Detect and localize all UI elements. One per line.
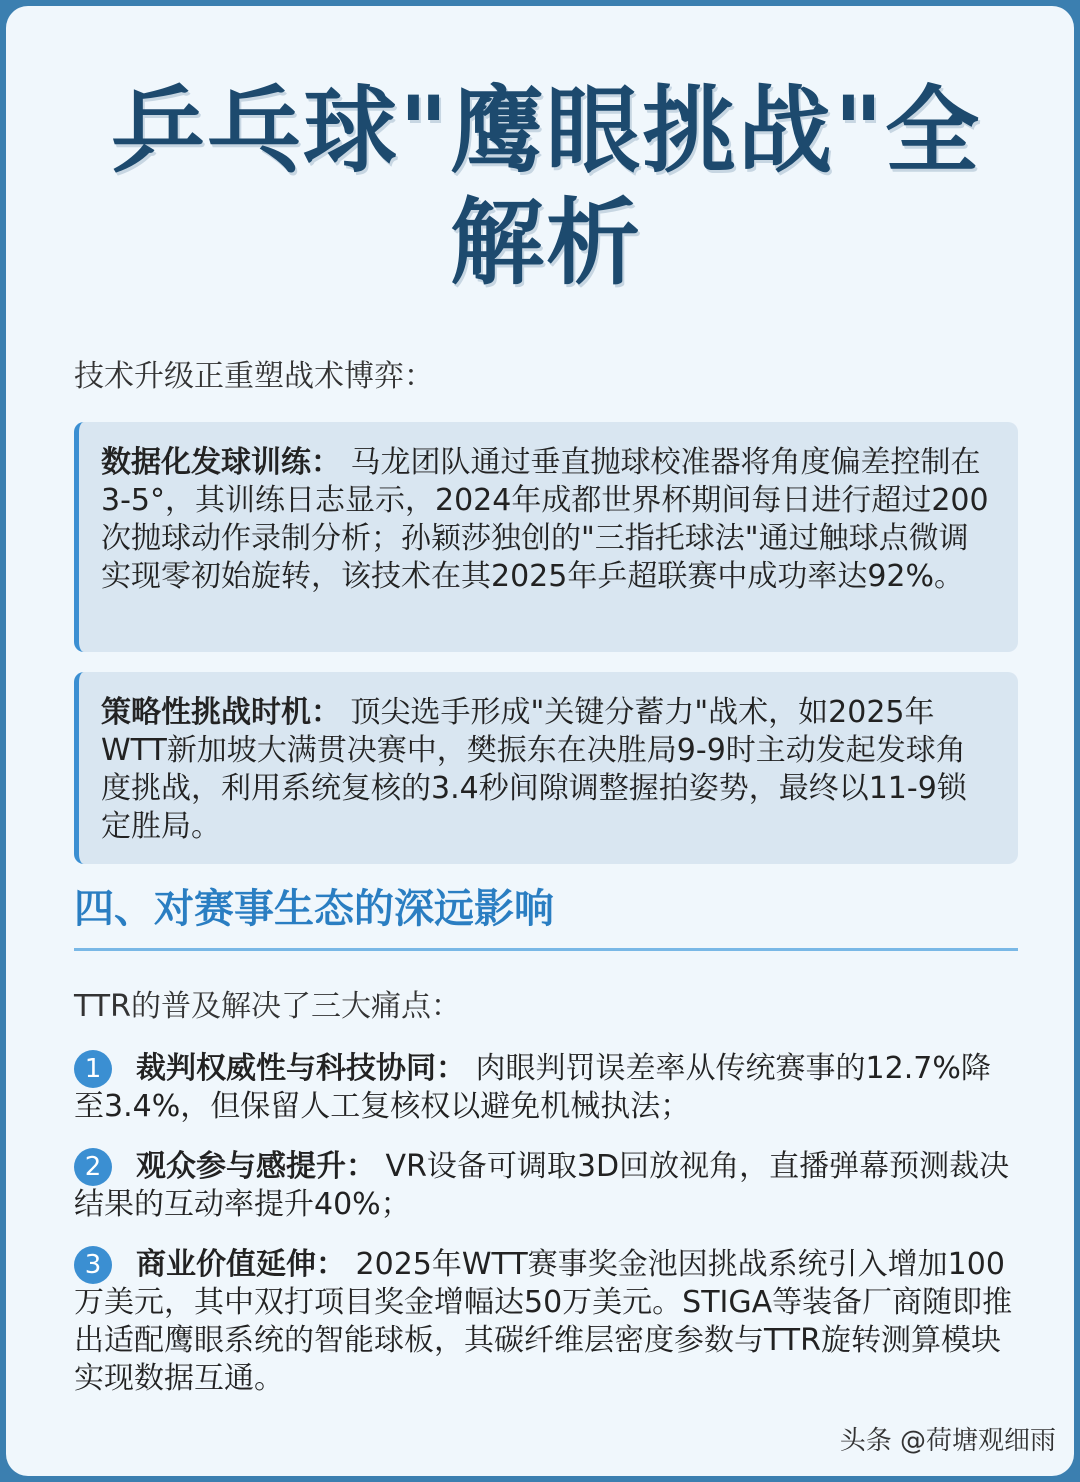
intro-text: 技术升级正重塑战术博弈： <box>74 359 434 394</box>
list-item <box>74 1148 1018 1224</box>
box-heading: 数据化发球训练： <box>101 445 341 480</box>
box-heading: 策略性挑战时机： <box>101 695 341 730</box>
section-divider <box>74 948 1018 951</box>
item-text: 2025年WTT赛事奖金池因挑战系统引入增加100万美元，其中双打项目奖金增幅达50万美元。STIGA等装备厂商随即推出适配鹰眼系统的智能球板，其碳纤维层密度参数与TTR旋转测算模块实现数据互通。 <box>74 1247 1013 1396</box>
title-line-1: 乒乓球"鹰眼挑战"全 <box>111 77 981 186</box>
number-badge: 3 <box>74 1246 112 1284</box>
article-card <box>6 6 1074 1476</box>
list-item <box>74 1050 1018 1126</box>
info-box-serve-training <box>74 422 1018 652</box>
item-text: 肉眼判罚误差率从传统赛事的12.7%降至3.4%，但保留人工复核权以避免机械执法； <box>74 1051 991 1124</box>
item-heading: 观众参与感提升： <box>136 1149 376 1184</box>
list-item <box>74 1246 1018 1398</box>
box-text: 马龙团队通过垂直抛球校准器将角度偏差控制在3-5°，其训练日志显示，2024年成都世界杯期间每日进行超过200次抛球动作录制分析；孙颖莎独创的"三指托球法"通过触球点微调实现零初始旋转，该技术在其2025年乒超联赛中成功率达92%。 <box>101 445 989 594</box>
info-box-challenge-timing <box>74 672 1018 864</box>
item-heading: 商业价值延伸： <box>136 1247 346 1282</box>
section-intro: TTR的普及解决了三大痛点： <box>74 989 461 1024</box>
box-text: 顶尖选手形成"关键分蓄力"战术，如2025年WTT新加坡大满贯决赛中，樊振东在决胜局9-9时主动发起发球角度挑战，利用系统复核的3.4秒间隙调整握拍姿势，最终以11-9锁定胜局。 <box>101 695 967 844</box>
section-title: 四、对赛事生态的深远影响 <box>74 886 554 932</box>
title-line-2: 解析 <box>449 189 642 298</box>
watermark: 头条 @荷塘观细雨 <box>839 1426 1056 1456</box>
item-text: VR设备可调取3D回放视角，直播弹幕预测裁决结果的互动率提升40%； <box>74 1149 1010 1222</box>
item-heading: 裁判权威性与科技协同： <box>136 1051 466 1086</box>
number-badge: 1 <box>74 1050 112 1088</box>
page-title <box>6 76 1080 300</box>
number-badge: 2 <box>74 1148 112 1186</box>
